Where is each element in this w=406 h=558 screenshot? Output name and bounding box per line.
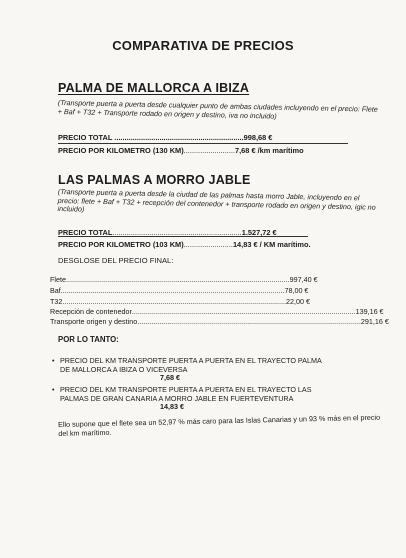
breakdown-row: [50, 286, 309, 295]
section2-perkm-dots: ........................: [183, 240, 233, 249]
breakdown-dots: ................................................................................................................: [62, 297, 287, 306]
breakdown-row: [50, 307, 384, 316]
section1-perkm-dots: .........................: [183, 146, 235, 155]
bullet-dot-icon: •: [52, 356, 55, 365]
breakdown-label: Recepción de contenedor: [50, 307, 132, 316]
breakdown-label: Baf: [50, 286, 61, 295]
breakdown-dots: ................................................................................................................: [60, 286, 285, 295]
section2-perkm-label: PRECIO POR KILOMETRO (103 KM): [58, 240, 184, 249]
breakdown-label: Flete: [50, 275, 66, 284]
conclusion-bullet: [52, 385, 330, 412]
breakdown-value: 291,16 €: [360, 317, 389, 326]
section1-total-dots: ...............................................................: [114, 133, 244, 142]
breakdown-dots: ................................................................................................................: [65, 275, 290, 284]
breakdown-dots: ................................................................................................................: [137, 317, 361, 326]
breakdown-value: 997,40 €: [289, 275, 318, 284]
breakdown-label: Transporte origen y destino: [50, 317, 138, 326]
document-title: COMPARATIVA DE PRECIOS: [112, 38, 294, 53]
section1-perkm-label: PRECIO POR KILOMETRO (130 KM): [58, 146, 184, 155]
bullet-value: 14,83 €: [160, 402, 184, 412]
breakdown-dots: ................................................................................................................: [131, 307, 356, 316]
breakdown-value: 139,16 €: [355, 307, 384, 316]
section1-total-rule: [58, 143, 348, 144]
section1-perkm-value: 7,68 € /km marítimo: [235, 146, 304, 155]
conclusion-bullet: [52, 356, 330, 383]
conclusion-heading: POR LO TANTO:: [58, 335, 119, 344]
breakdown-value: 78,00 €: [284, 286, 309, 295]
section1-total-row: [58, 133, 272, 142]
bullet-text: PRECIO DEL KM TRANSPORTE PUERTA A PUERTA EN EL TRAYECTO PALMA DE MALLORCA A IBIZA O VICEVERSA: [60, 356, 322, 374]
section2-total-rule: [58, 236, 308, 237]
section1-heading: PALMA DE MALLORCA A IBIZA: [58, 81, 250, 95]
bullet-text: PRECIO DEL KM TRANSPORTE PUERTA A PUERTA EN EL TRAYECTO LAS PALMAS DE GRAN CANARIA A MORRO JABLE EN FUERTEVENTURA: [60, 385, 312, 403]
breakdown-row: [50, 297, 311, 306]
breakdown-value: 22,00 €: [286, 297, 311, 306]
section2-heading: LAS PALMAS A MORRO JABLE: [58, 173, 251, 187]
section2-total-dots: ...............................................................: [112, 228, 242, 237]
section2-perkm-row: [58, 240, 311, 249]
bullet-dot-icon: •: [52, 385, 55, 394]
section1-total-label: PRECIO TOTAL: [58, 133, 115, 142]
section2-total-label: PRECIO TOTAL: [58, 228, 113, 237]
bullet-value: 7,68 €: [160, 373, 180, 383]
section2-perkm-value: 14,83 € / KM marítimo.: [232, 240, 311, 249]
section1-perkm-row: [58, 146, 304, 155]
section1-total-value: 998,68 €: [243, 133, 273, 142]
section2-note: (Transporte puerta a puerta desde la ciudad de las palmas hasta morro Jable, incluyendo en el precio: flete + Baf + T32 + recepción del contenedor + transporte rodado en origen y destino, igic no incluido): [57, 187, 376, 214]
conclusion-summary: Ello supone que el flete sea un 52,97 % más caro para las Islas Canarias y un 93 % más en el precio del km marítimo.: [58, 412, 381, 438]
section1-note: (Transporte puerta a puerta desde cualquier punto de ambas ciudades incluyendo en el precio: Flete + Baf + T32 + Transporte rodado en origen y destino, iva no incluido): [57, 98, 378, 121]
breakdown-row: [50, 317, 389, 326]
breakdown-heading: DESGLOSE DEL PRECIO FINAL:: [58, 256, 174, 265]
breakdown-label: T32: [50, 297, 63, 306]
section2-total-value: 1.527,72 €: [241, 228, 277, 237]
breakdown-row: [50, 275, 318, 284]
